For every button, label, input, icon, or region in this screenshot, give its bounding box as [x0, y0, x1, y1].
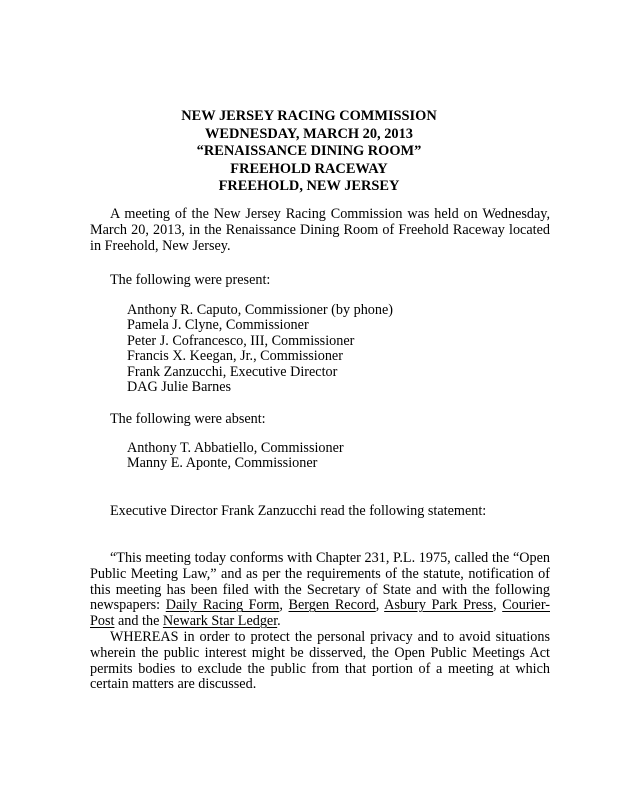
absent-label: The following were absent: — [110, 411, 266, 427]
list-item: DAG Julie Barnes — [127, 379, 232, 396]
heading-commission: NEW JERSEY RACING COMMISSION — [181, 108, 437, 124]
heading-room: “RENAISSANCE DINING ROOM” — [196, 143, 422, 160]
heading-venue: FREEHOLD RACEWAY — [230, 160, 388, 177]
newspaper-courier-post: Courier-Post — [90, 597, 550, 630]
heading-location: FREEHOLD, NEW JERSEY — [218, 178, 400, 195]
newspaper-bergen-record: Bergen Record — [288, 597, 376, 614]
list-item: Francis X. Keegan, Jr., Commissioner — [127, 348, 343, 365]
list-item: Manny E. Aponte, Commissioner — [127, 455, 318, 472]
newspaper-daily-racing-form: Daily Racing Form — [165, 597, 280, 614]
statement-text: “This meeting today conforms with Chapter 231, P.L. 1975, called the “Open Public Meeting Law,” and as per the requirements of the statute, notification of this meeting has been filed with the Secretary of State and with the following newspapers: — [90, 550, 550, 614]
whereas-paragraph: WHEREAS in order to protect the personal privacy and to avoid situations wherein the public interest might be disserved, the Open Public Meetings Act permits bodies to exclude the public from that portion of a meeting at which certain matters are discussed. — [90, 629, 550, 693]
list-item: Pamela J. Clyne, Commissioner — [127, 317, 309, 334]
list-item: Anthony T. Abbatiello, Commissioner — [127, 440, 344, 456]
newspaper-asbury-park-press: Asbury Park Press — [384, 597, 494, 614]
statement-paragraph: “This meeting today conforms with Chapter 231, P.L. 1975, called the “Open Public Meeting Law,” and as per the requirements of the statute, notification of this meeting has been filed with the Secretary of State and with the following newspapers: Daily Racing Form, Bergen Record, Asbury Park Press, Courier-Post and the Newark Star Ledger. — [90, 550, 550, 630]
document-heading — [0, 108, 618, 196]
statement-and: and the — [114, 613, 163, 630]
absent-list — [127, 441, 344, 472]
present-list — [127, 303, 393, 395]
list-item: Peter J. Cofrancesco, III, Commissioner — [127, 332, 355, 349]
statement-intro: Executive Director Frank Zanzucchi read the following statement: — [110, 503, 487, 519]
heading-date: WEDNESDAY, MARCH 20, 2013 — [204, 125, 414, 142]
list-item: Anthony R. Caputo, Commissioner (by phone) — [127, 302, 394, 318]
newspaper-newark-star-ledger: Newark Star Ledger — [162, 613, 278, 630]
present-label: The following were present: — [110, 272, 271, 288]
list-item: Frank Zanzucchi, Executive Director — [127, 363, 338, 380]
statement-end: . — [277, 613, 281, 630]
intro-paragraph: A meeting of the New Jersey Racing Commission was held on Wednesday, March 20, 2013, in the Renaissance Dining Room of Freehold Raceway located in Freehold, New Jersey. — [90, 206, 550, 254]
